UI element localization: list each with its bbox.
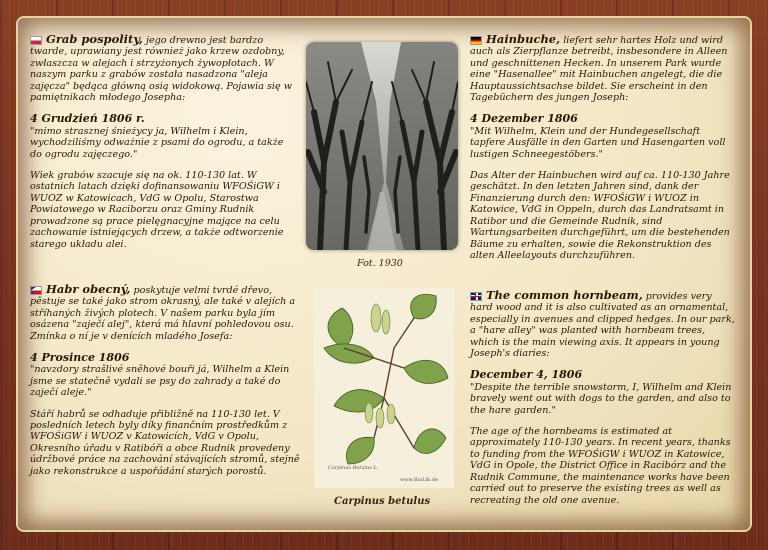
polish-lead: Grab pospolity, xyxy=(46,32,143,46)
german-date: 4 Dezember 1806 xyxy=(470,112,578,126)
english-age-text: The age of the hornbeams is estimated at approximately 110-130 years. In recent years, thanks to funding from the WFOŚiGW i WUOZ in Katowice, VdG in Opole, the District Office in Racibórz and the Rudnik Commune, the maintenance works have been carried out to preserve the existing trees as well as recreating the old one avenue. xyxy=(470,426,731,506)
hornbeam-leaf-image xyxy=(314,288,454,488)
czech-diary xyxy=(30,352,300,399)
polish-age-text: Wiek grabów szacuje się na ok. 110-130 lat. W ostatnich latach dzięki dofinansowaniu WFOŚiGW i WUOZ w Katowicach, VdG w Opolu, Starostwa Powiatowego w Raciborzu oraz Gminy Rudnik prowadzone są prace pielęgnacyjne mające na celu zachowanie istniejących drzew, a także odtworzenie starego układu alei. xyxy=(30,170,284,250)
german-intro-text: liefert sehr hartes Holz und wird auch als Zierpflanze betreibt, insbesondere in Alleen und geschnittenen Hecken. In unserem Park wurde eine "Hasenallee" mit Hainbuchen angelegt, die die Hauptaussichtsachse bildet. Sie erscheint in den Tagebüchern des jungen Joseph: xyxy=(470,35,728,104)
polish-section xyxy=(30,34,292,260)
czech-intro-text: poskytuje velmi tvrdé dřevo, pěstuje se také jako strom okrasný, ale také v alejích a stříhaných živých plotech. V našem parku byla jím osázena "zaječí alej", která má hlavní pohledovou osu. Zmínka o ní je v denících mladého Josefa: xyxy=(30,285,296,342)
czech-age-text: Stáří habrů se odhaduje přibližně na 110-130 let. V posledních letech byly díky finančním prostředkům z WFOŚiGW i WUOZ v Katowicích, VdG v Opolu, Okresního úřadu v Ratibóři a obce Rudnik provedeny údržbové práce na zachování stávajících stromů, stejně jako rekonstrukce a uspořádání starých porostů. xyxy=(30,408,300,477)
czech-flag-icon xyxy=(30,286,42,295)
english-lead: The common hornbeam, xyxy=(486,288,643,302)
plate-label: Carpinus Betulus L. xyxy=(328,465,379,471)
historic-photo xyxy=(306,42,458,250)
english-diary xyxy=(470,369,736,416)
uk-flag-icon xyxy=(470,292,482,301)
tree-avenue-image xyxy=(306,42,458,250)
german-section xyxy=(470,34,736,271)
english-intro xyxy=(470,290,736,359)
plate-url: www.BioLib.de xyxy=(400,477,438,483)
polish-intro xyxy=(30,34,292,103)
czech-quote: "navzdory strašlivé sněhové bouři já, Wilhelm a Klein jsme se statečně vydali se psy do zahrady a také do zaječí aleje." xyxy=(30,364,290,399)
german-lead: Hainbuche, xyxy=(486,32,561,46)
english-intro-text: provides very hard wood and it is also cultivated as an ornamental, especially in avenues and clipped hedges. In our park, a "hare alley" was planted with hornbeam trees, which is the main viewing axis. It appears in young Joseph's diaries: xyxy=(470,291,735,360)
english-section xyxy=(470,290,736,516)
german-diary xyxy=(470,113,736,160)
photo-caption: Fot. 1930 xyxy=(357,258,403,269)
poland-flag-icon xyxy=(30,36,42,45)
german-intro xyxy=(470,34,736,103)
german-age-text: Das Alter der Hainbuchen wird auf ca. 110-130 Jahre geschätzt. In den letzten Jahren sind, dank der Finanzierung durch den: WFOŚiGW i WUOZ in Katowice, VdG in Oppeln, durch das Landratsamt in Ratibor und die Gemeinde Rudnik, sind Wartungsarbeiten durchgeführt, um die bestehenden Bäume zu erhalten, sowie die Rekonstruktion des alten Alleelayouts durchzuführen. xyxy=(470,170,730,261)
czech-intro xyxy=(30,284,300,342)
polish-date: 4 Grudzień 1806 r. xyxy=(30,112,145,126)
czech-date: 4 Prosince 1806 xyxy=(30,351,130,365)
plant-caption: Carpinus betulus xyxy=(334,496,431,507)
czech-lead: Habr obecný, xyxy=(46,282,131,296)
english-date: December 4, 1806 xyxy=(470,368,583,382)
polish-intro-text: jego drewno jest bardzo twarde, uprawiany jest również jako krzew ozdobny, zwłaszcza w alejach i strzyżonych żywopłotach. W naszym parku z grabów została nasadzona "aleja zajęcza" będąca główną osią widokową. Pojawia się w pamiętnikach młodego Josepha: xyxy=(30,35,292,104)
german-quote: "Mit Wilhelm, Klein und der Hundegesellschaft tapfere Ausfälle in den Garten und Hasengarten voll lustigen Schneegestöbers." xyxy=(470,125,726,160)
botanical-illustration xyxy=(314,288,454,488)
polish-quote: "mimo strasznej śnieżycy ja, Wilhelm i Klein, wychodziliśmy odważnie z psami do ogrodu, a także do ogrodu zajęczego." xyxy=(30,125,284,160)
czech-section xyxy=(30,284,300,487)
polish-diary xyxy=(30,113,292,160)
english-quote: "Despite the terrible snowstorm, I, Wilhelm and Klein bravely went out with dogs to the garden, and also to the hare garden." xyxy=(470,381,732,416)
germany-flag-icon xyxy=(470,36,482,45)
